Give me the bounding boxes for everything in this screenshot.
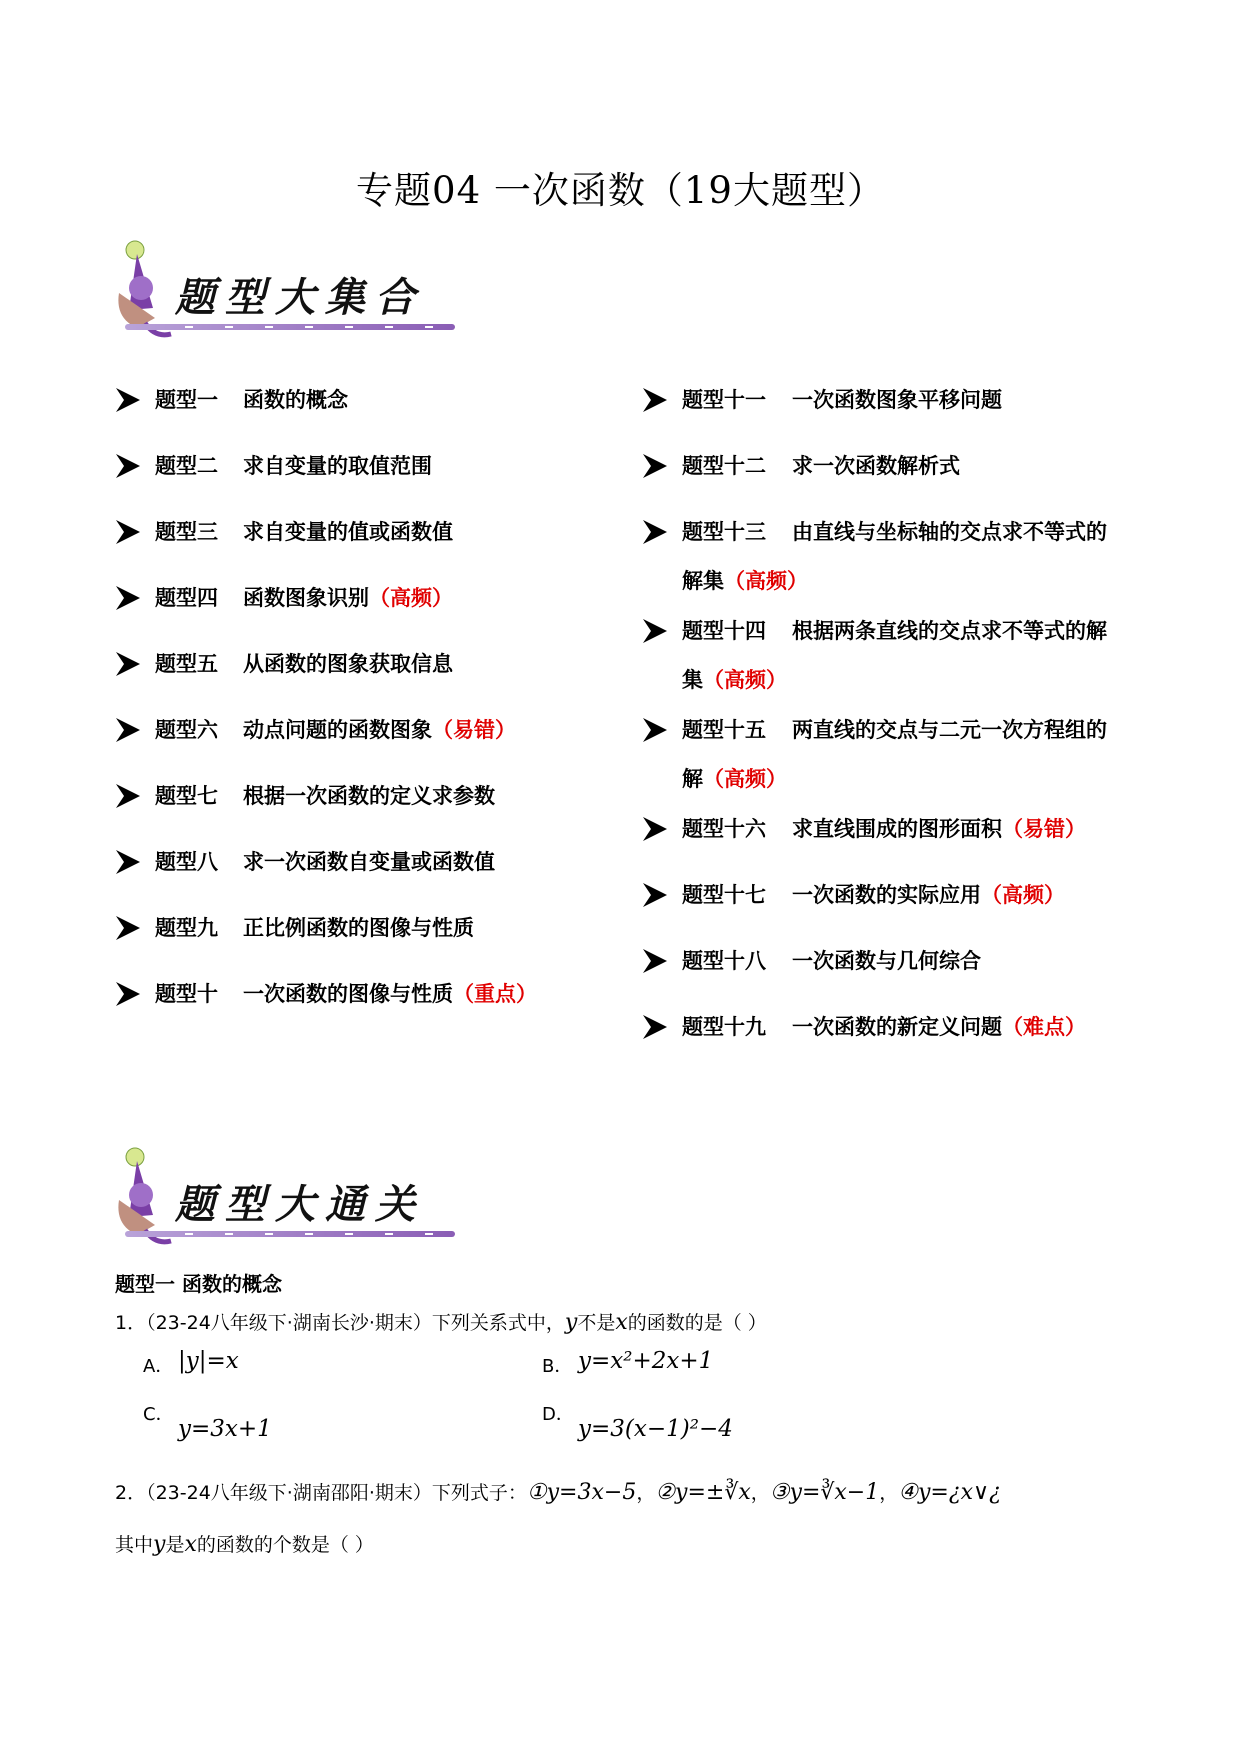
toc-item-label: 题型一 xyxy=(155,388,218,412)
toc-item-cont-text: 解 xyxy=(682,767,703,791)
arrow-bullet-icon xyxy=(642,1014,668,1040)
question-2-line2 xyxy=(115,1530,374,1557)
toc-item-text xyxy=(243,507,453,557)
toc-item-cont-text: 集 xyxy=(682,668,703,692)
expr-3: ③y=∛x−1 xyxy=(769,1480,880,1505)
toc-item-text xyxy=(792,705,1107,755)
document-title: 专题04 一次函数（19大题型） xyxy=(356,169,885,212)
toc-item-label: 题型三 xyxy=(155,520,218,544)
option-d-expr: y=3(x−1)²−4 xyxy=(578,1416,733,1442)
toc-item-continuation xyxy=(682,556,808,606)
toc-item-text xyxy=(243,903,474,953)
toc-item-title: 函数图象识别 xyxy=(243,586,369,610)
arrow-bullet-icon xyxy=(642,387,668,413)
question-number: 1． xyxy=(115,1312,147,1334)
toc-item-tag: （高频） xyxy=(981,883,1065,907)
toc-item-text xyxy=(243,441,432,491)
toc-item-text xyxy=(792,441,960,491)
arrow-bullet-icon xyxy=(642,519,668,545)
var-x: x xyxy=(184,1532,197,1557)
toc-item-label: 题型十四 xyxy=(682,619,766,643)
option-b-expr: y=x²+2x+1 xyxy=(578,1348,714,1374)
toc-item-label: 题型十九 xyxy=(682,1015,766,1039)
toc-item-cont-text: 解集 xyxy=(682,569,724,593)
toc-item-label: 题型四 xyxy=(155,586,218,610)
toc-item-tag: （重点） xyxy=(453,982,537,1006)
toc-item-title: 正比例函数的图像与性质 xyxy=(243,916,474,940)
toc-item-title: 两直线的交点与二元一次方程组的 xyxy=(792,718,1107,742)
toc-item-text xyxy=(792,1002,1086,1052)
toc-item-tag: （难点） xyxy=(1002,1015,1086,1039)
banner-topic-collection xyxy=(115,238,460,346)
toc-item-title: 求一次函数解析式 xyxy=(792,454,960,478)
toc-item-tag: （易错） xyxy=(432,718,516,742)
question-source: （23-24八年级下·湖南长沙·期末）下列关系式中， xyxy=(146,1312,565,1334)
toc-item-text xyxy=(792,507,1107,557)
arrow-bullet-icon xyxy=(115,783,141,809)
toc-item-title: 动点问题的函数图象 xyxy=(243,718,432,742)
toc-item-title: 一次函数的图像与性质 xyxy=(243,982,453,1006)
toc-item-text xyxy=(243,573,453,623)
arrow-bullet-icon xyxy=(642,618,668,644)
separator: ， xyxy=(750,1482,770,1504)
toc-item-label: 题型五 xyxy=(155,652,218,676)
arrow-bullet-icon xyxy=(115,915,141,941)
toc-item-title: 函数的概念 xyxy=(243,388,348,412)
toc-item-text xyxy=(792,804,1086,854)
toc-item-label: 题型十二 xyxy=(682,454,766,478)
toc-item-title: 由直线与坐标轴的交点求不等式的 xyxy=(792,520,1107,544)
var-x: x xyxy=(615,1310,628,1335)
section-title: 题型一 函数的概念 xyxy=(115,1272,282,1296)
arrow-bullet-icon xyxy=(115,453,141,479)
var-y: y xyxy=(564,1310,578,1335)
toc-item-label: 题型六 xyxy=(155,718,218,742)
toc-item-title: 一次函数的新定义问题 xyxy=(792,1015,1002,1039)
toc-item-continuation xyxy=(682,655,787,705)
toc-item-title: 求自变量的值或函数值 xyxy=(243,520,453,544)
toc-item-tag: （高频） xyxy=(724,569,808,593)
question-number: 2． xyxy=(115,1482,147,1504)
toc-item-title: 求一次函数自变量或函数值 xyxy=(243,850,495,874)
arrow-bullet-icon xyxy=(115,585,141,611)
question-1 xyxy=(115,1308,767,1335)
toc-item-label: 题型十一 xyxy=(682,388,766,412)
toc-item-title: 求自变量的取值范围 xyxy=(243,454,432,478)
var-y: y xyxy=(153,1532,166,1557)
question-text: 其中 xyxy=(115,1534,154,1556)
toc-item-label: 题型七 xyxy=(155,784,218,808)
toc-item-title: 一次函数的实际应用 xyxy=(792,883,981,907)
question-text-end: 的函数的个数是（ ） xyxy=(196,1534,374,1556)
toc-item-text xyxy=(243,705,516,755)
arrow-bullet-icon xyxy=(115,717,141,743)
toc-item-text xyxy=(243,837,495,887)
toc-item-tag: （高频） xyxy=(703,668,787,692)
toc-item-text xyxy=(243,969,537,1019)
toc-item-label: 题型十三 xyxy=(682,520,766,544)
toc-item-tag: （易错） xyxy=(1002,817,1086,841)
toc-item-text xyxy=(243,639,453,689)
option-c-expr: y=3x+1 xyxy=(178,1416,272,1442)
toc-item-text xyxy=(792,606,1107,656)
toc-item-label: 题型十 xyxy=(155,982,218,1006)
arrow-bullet-icon xyxy=(115,651,141,677)
toc-item-label: 题型九 xyxy=(155,916,218,940)
question-text: 不是 xyxy=(577,1312,616,1334)
toc-item-text xyxy=(243,375,348,425)
option-d-letter: D． xyxy=(542,1404,574,1425)
toc-item-label: 题型十五 xyxy=(682,718,766,742)
option-a-letter: A． xyxy=(143,1356,174,1377)
expr-2: ②y=±∛x xyxy=(655,1480,751,1505)
question-text: 是 xyxy=(165,1534,185,1556)
question-source: （23-24八年级下·湖南邵阳·期末）下列式子： xyxy=(146,1482,527,1504)
option-a-expr: |y|=x xyxy=(178,1348,239,1374)
banner-text: 题型大通关 xyxy=(175,1181,425,1228)
arrow-bullet-icon xyxy=(642,717,668,743)
arrow-bullet-icon xyxy=(642,882,668,908)
toc-item-label: 题型十六 xyxy=(682,817,766,841)
toc-item-title: 一次函数与几何综合 xyxy=(792,949,981,973)
toc-item-title: 从函数的图象获取信息 xyxy=(243,652,453,676)
toc-item-text xyxy=(792,375,1002,425)
arrow-bullet-icon xyxy=(115,519,141,545)
option-c-letter: C． xyxy=(143,1404,174,1425)
toc-item-continuation xyxy=(682,754,787,804)
question-2 xyxy=(115,1478,1001,1505)
toc-item-label: 题型十七 xyxy=(682,883,766,907)
arrow-bullet-icon xyxy=(115,981,141,1007)
toc-item-label: 题型八 xyxy=(155,850,218,874)
toc-item-title: 根据一次函数的定义求参数 xyxy=(243,784,495,808)
separator: ， xyxy=(879,1482,899,1504)
banner-text: 题型大集合 xyxy=(175,274,425,321)
arrow-bullet-icon xyxy=(642,453,668,479)
toc-item-tag: （高频） xyxy=(369,586,453,610)
arrow-bullet-icon xyxy=(115,387,141,413)
question-text-end: 的函数的是（ ） xyxy=(627,1312,767,1334)
toc-item-label: 题型二 xyxy=(155,454,218,478)
separator: ， xyxy=(636,1482,656,1504)
expr-4: ④y=¿x∨¿ xyxy=(898,1480,1001,1505)
toc-item-tag: （高频） xyxy=(703,767,787,791)
toc-item-label: 题型十八 xyxy=(682,949,766,973)
toc-item-title: 求直线围成的图形面积 xyxy=(792,817,1002,841)
arrow-bullet-icon xyxy=(642,816,668,842)
expr-1: ①y=3x−5 xyxy=(526,1480,637,1505)
toc-item-title: 一次函数图象平移问题 xyxy=(792,388,1002,412)
toc-item-text xyxy=(792,936,981,986)
arrow-bullet-icon xyxy=(115,849,141,875)
banner-topic-practice xyxy=(115,1145,460,1253)
option-b-letter: B． xyxy=(542,1356,573,1377)
toc-item-text xyxy=(792,870,1065,920)
toc-item-title: 根据两条直线的交点求不等式的解 xyxy=(792,619,1107,643)
toc-item-text xyxy=(243,771,495,821)
arrow-bullet-icon xyxy=(642,948,668,974)
